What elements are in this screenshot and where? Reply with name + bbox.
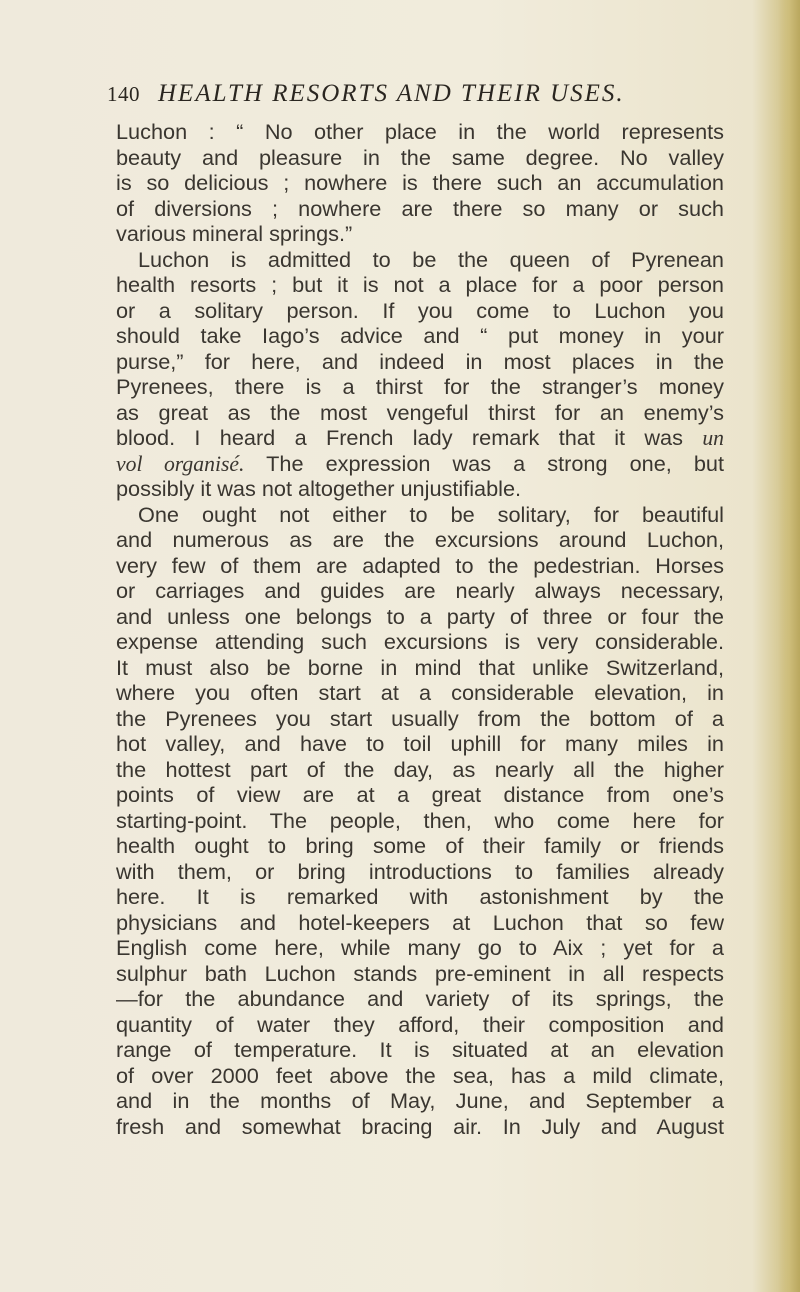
text-line [116,451,724,477]
text-line: possibly it was not altogether unjustifiable. [116,476,522,501]
text-line: purse,” for here, and indeed in most places in the [116,348,724,374]
text-line: here. It is remarked with astonishment by the [116,884,724,909]
page-edge-shading [778,0,800,1292]
text-line: range of temperature. It is situated at an elevation [116,1037,724,1062]
text-line: health ought to bring some of their family or friends [116,833,724,858]
paragraph-start-line: Luchon is admitted to be the queen of Pyrenean [138,246,724,272]
text-line: should take Iago’s advice and “ put money in your [116,323,724,348]
text-line: —for the abundance and variety of its springs, the [116,986,724,1011]
italic-phrase: un [702,426,724,450]
text-line: health resorts ; but it is not a place for a poor person [116,272,724,297]
text-segment: The expression was a strong one, but [244,450,724,476]
text-line: of diversions ; nowhere are there so many or such [116,195,724,221]
running-title: HEALTH RESORTS AND THEIR USES. [158,80,625,107]
text-line: and in the months of May, June, and September a [116,1088,724,1113]
text-line: with them, or bring introductions to families already [116,858,724,884]
text-line: quantity of water they afford, their composition and [116,1011,724,1037]
text-line: or a solitary person. If you come to Luchon you [116,297,724,323]
paragraph-start-line: One ought not either to be solitary, for beautiful [138,501,724,527]
text-line: the Pyrenees you start usually from the bottom of a [116,705,724,731]
text-line: beauty and pleasure in the same degree. No valley [116,144,724,170]
text-line: physicians and hotel-keepers at Luchon that so few [116,909,724,935]
body-text [116,119,724,1139]
text-line: or carriages and guides are nearly always necessary, [116,578,724,603]
text-line: English come here, while many go to Aix ; yet for a [116,935,724,960]
text-line: of over 2000 feet above the sea, has a mild climate, [116,1062,724,1088]
text-line: It must also be borne in mind that unlike Switzerland, [116,654,724,680]
text-line: sulphur bath Luchon stands pre-eminent in all respects [116,960,724,986]
text-line: as great as the most vengeful thirst for an enemy’s [116,399,724,425]
page-number: 140 [107,82,140,106]
text-line: Pyrenees, there is a thirst for the stranger’s money [116,374,724,399]
italic-phrase: vol organisé. [116,451,245,476]
text-line: is so delicious ; nowhere is there such an accumulation [116,170,724,195]
text-line: hot valley, and have to toil uphill for many miles in [116,731,724,756]
text-line: expense attending such excursions is very considerable. [116,629,724,654]
text-line: and unless one belongs to a party of three or four the [116,603,724,629]
text-line: where you often start at a considerable elevation, in [116,680,724,705]
text-line: the hottest part of the day, as nearly all the higher [116,756,724,782]
text-line: and numerous as are the excursions around Luchon, [116,527,724,552]
text-line: various mineral springs.” [116,221,353,246]
text-line: starting-point. The people, then, who come here for [116,807,724,833]
page-header [107,80,707,108]
text-line: Luchon : “ No other place in the world represents [116,119,724,144]
text-line [116,425,724,451]
text-line: points of view are at a great distance from one’s [116,782,724,807]
text-segment: blood. I heard a French lady remark that it was [116,425,683,450]
text-line: fresh and somewhat bracing air. In July and August [116,1113,724,1139]
text-line: very few of them are adapted to the pedestrian. Horses [116,552,724,578]
